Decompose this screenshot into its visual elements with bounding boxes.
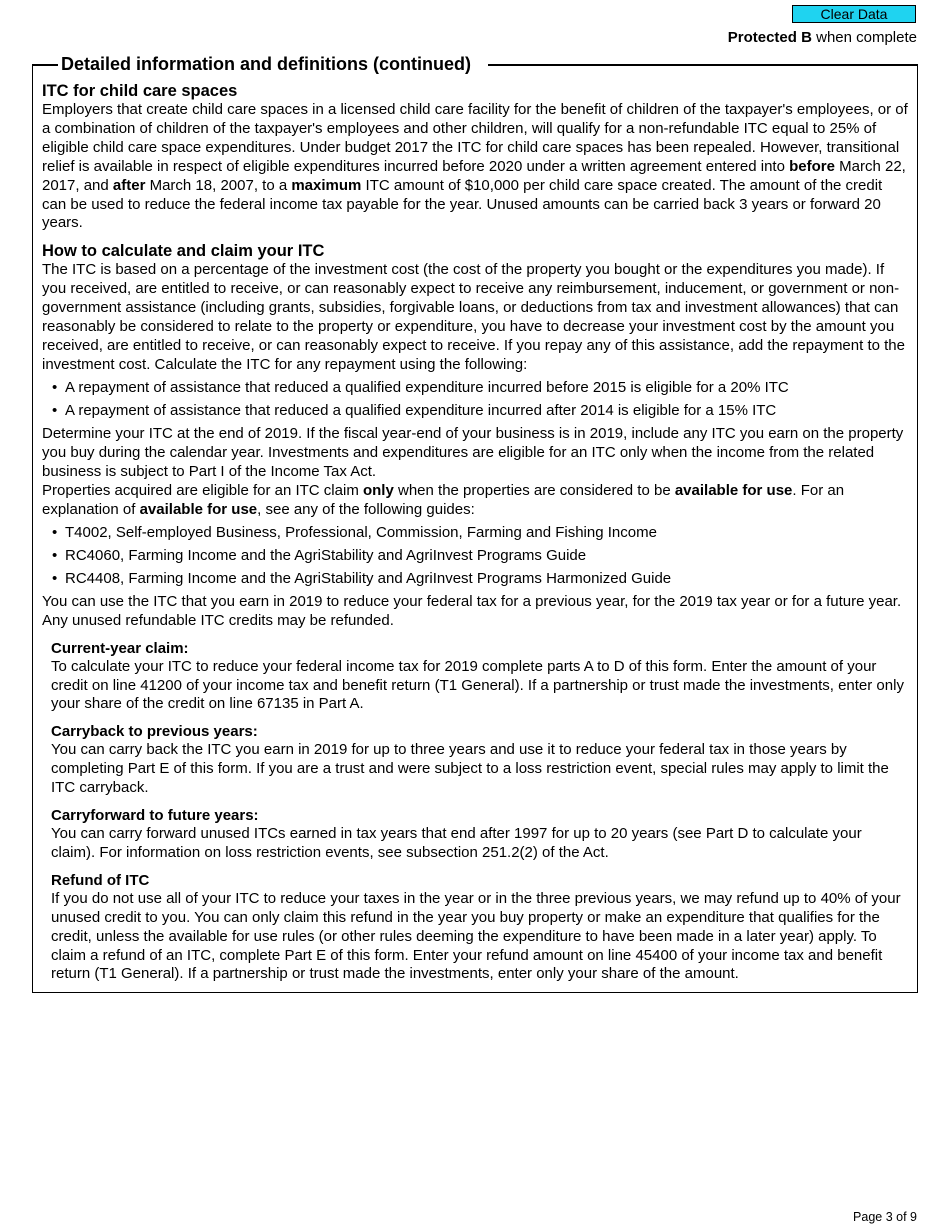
- subsection-heading: Carryback to previous years:: [51, 723, 258, 741]
- childcare-heading: ITC for child care spaces: [42, 82, 238, 100]
- childcare-text-4: ITC amount of $10,000 per child care space created. The amount of the credit can be used to reduce the federal income tax payable for the year. Unused amounts can be carried back 3 years or forward 20 years.: [42, 176, 883, 232]
- guide-rc4408: RC4408, Farming Income and the AgriStability and AgriInvest Programs Harmonized Guide: [65, 569, 672, 587]
- list-item: • T4002, Self-employed Business, Professional, Commission, Farming and Fishing Income: [52, 523, 657, 541]
- calculate-paragraph-2: Determine your ITC at the end of 2019. If the fiscal year-end of your business is in 2019, include any ITC you earn on the property you buy during the calendar year. Investments and expenditures are eligible for an ITC only when the income from the related business is subject to Part I of the Income Tax Act.: [42, 424, 904, 480]
- repayment-bullet-list: [42, 379, 910, 421]
- p3-text-g: , see any of the following guides:: [257, 500, 475, 518]
- calculate-paragraph-4: You can use the ITC that you earn in 2019 to reduce your federal tax for a previous year, for the 2019 tax year or for a future year. Any unused refundable ITC credits may be refunded.: [42, 592, 902, 629]
- childcare-bold-after: after: [112, 176, 146, 194]
- section-content: [42, 82, 910, 984]
- calculate-paragraph-3: [42, 482, 910, 520]
- page-number: Page 3 of 9: [853, 1210, 917, 1224]
- p3-text-a: Properties acquired are eligible for an ITC claim: [42, 481, 363, 499]
- carryback-section: [51, 722, 910, 798]
- subsection-heading: Refund of ITC: [51, 871, 150, 889]
- p3-bold-available-2: available for use: [139, 500, 258, 518]
- childcare-text-1: Employers that create child care spaces in a licensed child care facility for the benefit of children of the taxpayer's employees, or of a combination of children of the taxpayer's employees and other children, will qualify for a non-refundable ITC equal to 25% of eligible child care space expenditures. Under budget 2017 the ITC for child care spaces has been repealed. However, transitional relief is available in respect of eligible expenditures incurred before 2020 under a written agreement entered into: [42, 101, 908, 175]
- p3-text-c: when the properties are considered to be: [393, 481, 675, 499]
- childcare-bold-before: before: [789, 157, 835, 175]
- section-title-row: [32, 52, 918, 76]
- refund-section: [51, 871, 910, 985]
- p3-bold-available: available for use: [674, 481, 793, 499]
- p3-bold-only: only: [362, 481, 394, 499]
- protected-b-bold: Protected B: [727, 29, 812, 46]
- section-title: Detailed information and definitions (continued): [61, 54, 471, 74]
- title-rule-right: [488, 64, 918, 66]
- list-item: • RC4408, Farming Income and the AgriStability and AgriInvest Programs Harmonized Guide: [52, 569, 672, 587]
- subsection-text: If you do not use all of your ITC to reduce your taxes in the year or in the three previous years, we may refund up to 40% of your unused credit to you. You can only claim this refund in the year you buy property or make an expenditure that qualifies for the credit, unless the available for use rules (or other rules deeming the expenditure to have been made in a later year) apply. To claim a refund of an ITC, complete Part E of this form. Enter your refund amount on line 45400 of your income tax and benefit return (T1 General). If a partnership or trust made the investments, enter only your share of the amount.: [51, 889, 901, 983]
- p3-text-e: . For an explanation of: [42, 481, 845, 518]
- subsection-text: To calculate your ITC to reduce your federal income tax for 2019 complete parts A to D of this form. Enter the amount of your credit on line 41200 of your income tax and benefit return (T1 General). If a partnership or trust made the investments, enter only your share of the credit on line 67135 in Part A.: [51, 657, 904, 713]
- clear-data-button[interactable]: Clear Data: [792, 5, 916, 23]
- list-item: • RC4060, Farming Income and the AgriStability and AgriInvest Programs Guide: [52, 546, 587, 564]
- calculate-paragraph-1: The ITC is based on a percentage of the investment cost (the cost of the property you bought or the expenditures you made). If you received, are entitled to receive, or can reasonably expect to receive any reimbursement, inducement, or government or non-government assistance (including grants, subsidies, forgivable loans, or deductions from tax and investment allowances) that can reasonably be considered to relate to the property or expenditure, you have to decrease your investment cost by the amount you received, are entitled to receive, or can reasonably expect to receive. If you repay any of this assistance, add the repayment to the investment cost. Calculate the ITC for any repayment using the following:: [42, 261, 905, 373]
- guide-t4002: T4002, Self-employed Business, Professional, Commission, Farming and Fishing Income: [65, 523, 657, 541]
- subsection-heading: Current-year claim:: [51, 639, 189, 657]
- list-item: • A repayment of assistance that reduced a qualified expenditure incurred before 2015 is eligible for a 20% ITC: [52, 378, 789, 396]
- childcare-text-3: March 18, 2007, to a: [145, 176, 292, 194]
- title-rule-left: [32, 64, 58, 66]
- subsection-text: You can carry forward unused ITCs earned in tax years that end after 1997 for up to 20 years (see Part D to calculate your claim). For information on loss restriction events, see subsection 251.2(2) of the Act.: [51, 825, 862, 861]
- childcare-bold-maximum: maximum: [291, 176, 362, 194]
- protected-b-rest: when complete: [811, 29, 917, 46]
- list-item: • A repayment of assistance that reduced a qualified expenditure incurred after 2014 is eligible for a 15% ITC: [52, 401, 777, 419]
- current-year-claim: [51, 639, 910, 715]
- guides-bullet-list: [42, 524, 910, 589]
- carryforward-section: [51, 806, 910, 863]
- repayment-bullet-1: A repayment of assistance that reduced a qualified expenditure incurred before 2015 is eligible for a 20% ITC: [65, 378, 789, 396]
- subsection-text: You can carry back the ITC you earn in 2019 for up to three years and use it to reduce your federal tax in those years by completing Part E of this form. If you are a trust and were subject to a loss restriction event, special rules may apply to limit the ITC carryback.: [51, 741, 889, 797]
- calculate-heading: How to calculate and claim your ITC: [42, 242, 325, 261]
- protected-b-label: [728, 29, 917, 47]
- subsection-heading: Carryforward to future years:: [51, 807, 259, 825]
- guide-rc4060: RC4060, Farming Income and the AgriStability and AgriInvest Programs Guide: [65, 546, 587, 564]
- repayment-bullet-2: A repayment of assistance that reduced a qualified expenditure incurred after 2014 is eligible for a 15% ITC: [65, 401, 777, 419]
- childcare-text-2: March 22, 2017, and: [42, 157, 906, 194]
- childcare-paragraph: [42, 101, 910, 233]
